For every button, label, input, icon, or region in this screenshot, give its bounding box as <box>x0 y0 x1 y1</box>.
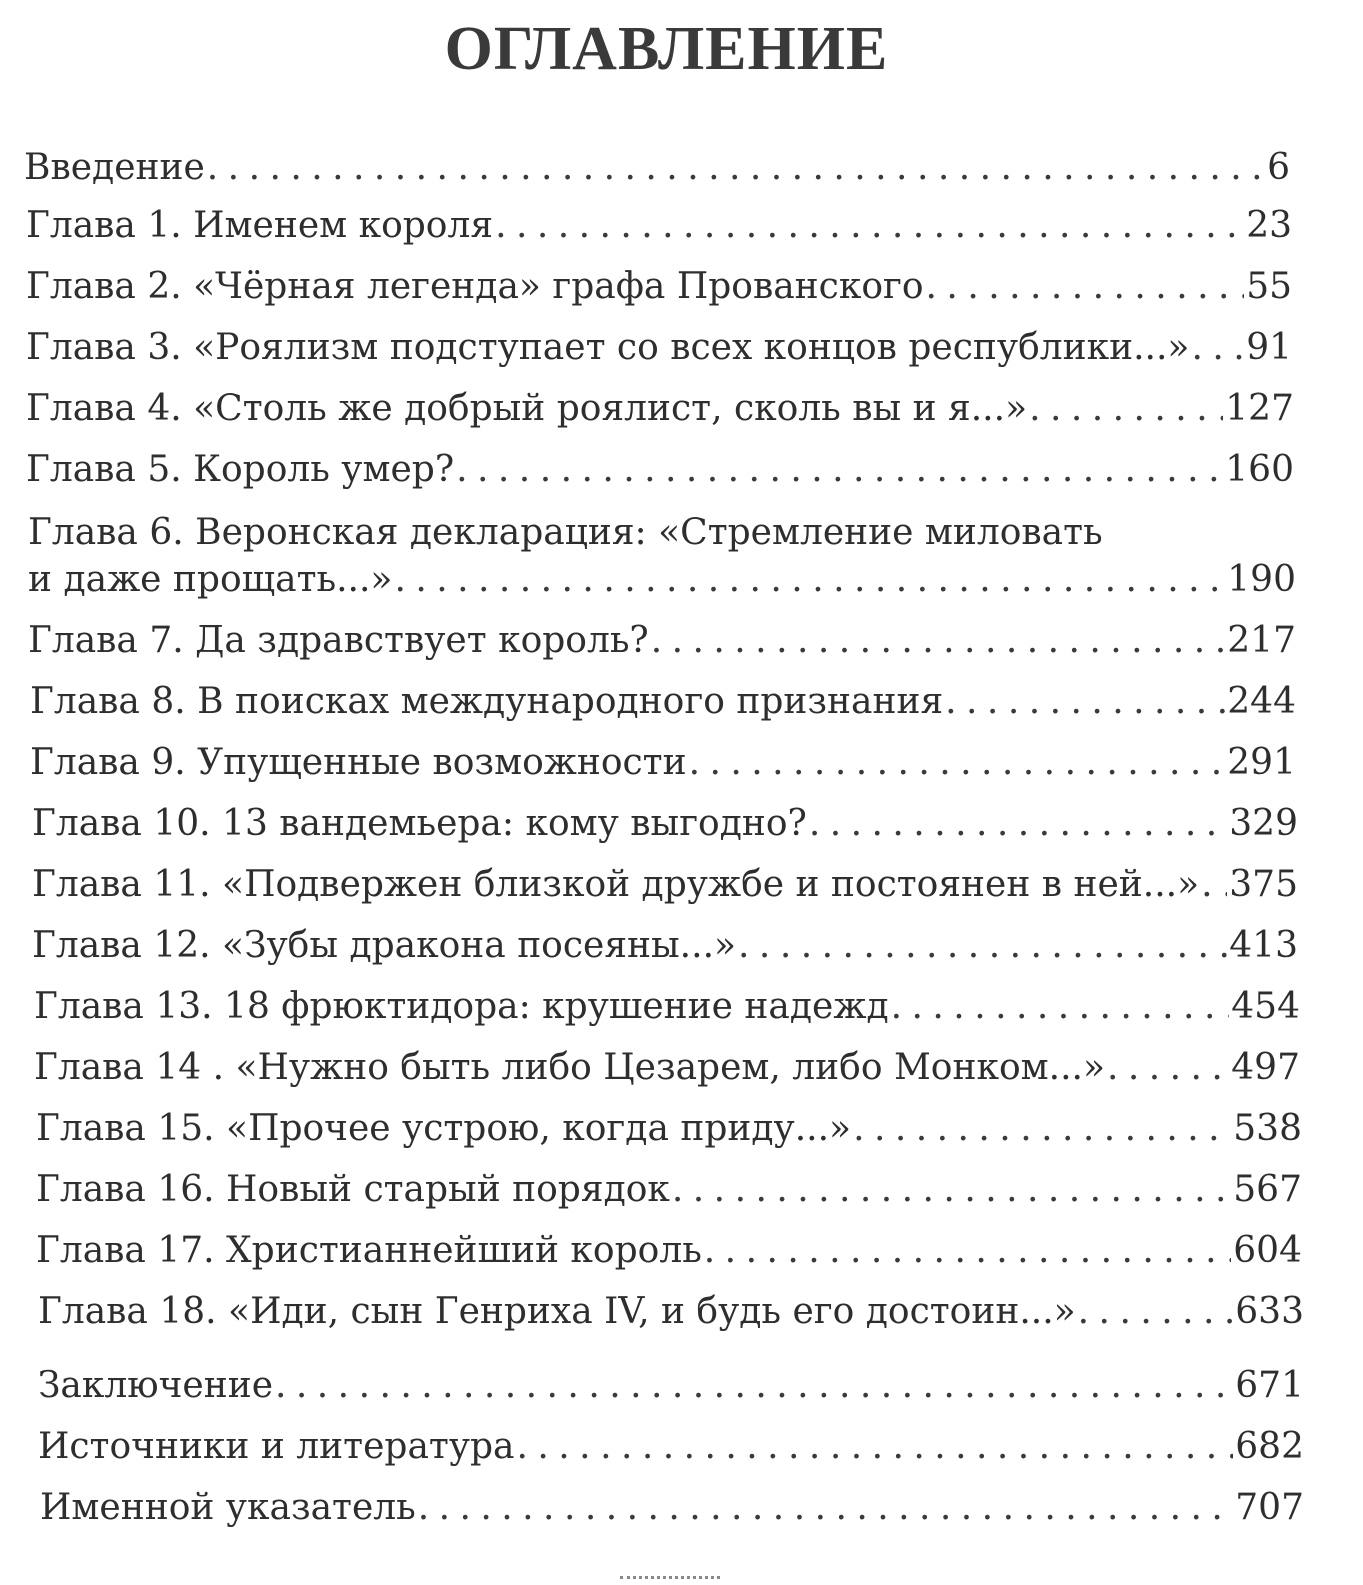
entry-title: Введение <box>24 147 205 188</box>
entry-title: Заключение <box>38 1365 274 1406</box>
toc-entry <box>26 388 1294 441</box>
entry-title-line1: Глава 6. Веронская декларация: «Стремление миловать <box>28 512 1103 553</box>
dot-leader <box>672 1172 1231 1208</box>
entry-page-number: 671 <box>1235 1365 1304 1406</box>
dot-leader <box>275 1368 1233 1404</box>
entry-page-number: 497 <box>1231 1047 1300 1088</box>
toc-entry <box>34 986 1300 1039</box>
entry-title: Глава 14 . «Нужно быть либо Цезарем, либо Монком...» <box>34 1047 1105 1088</box>
dot-leader <box>704 1233 1231 1269</box>
toc-entry <box>26 449 1294 502</box>
entry-page-number: 538 <box>1233 1108 1302 1149</box>
dot-leader <box>1201 867 1227 903</box>
toc-entry <box>30 681 1296 734</box>
entry-title: и даже прощать...» <box>28 559 393 600</box>
entry-page-number: 329 <box>1229 803 1298 844</box>
toc-entry <box>26 266 1292 319</box>
toc-entry <box>40 1487 1304 1540</box>
dot-leader <box>738 928 1227 964</box>
entry-page-number: 707 <box>1235 1487 1304 1528</box>
entry-title: Глава 17. Христианнейший король <box>36 1230 702 1271</box>
dot-leader <box>853 1111 1231 1147</box>
toc-entry <box>32 925 1298 978</box>
entry-page-number: 375 <box>1229 864 1298 905</box>
entry-title: Глава 5. Король умер? <box>26 449 455 490</box>
entry-page-number: 190 <box>1227 559 1296 600</box>
toc-entry <box>30 742 1296 795</box>
dot-leader <box>1078 1294 1234 1330</box>
toc-entry <box>28 559 1296 612</box>
entry-title: Глава 18. «Иди, сын Генриха IV, и будь его достоин...» <box>38 1291 1076 1332</box>
page-bottom-ornament <box>620 1576 720 1582</box>
toc-entry <box>32 803 1298 856</box>
dot-leader <box>495 208 1244 244</box>
entry-page-number: 127 <box>1225 388 1294 429</box>
toc-entry <box>38 1365 1304 1418</box>
entry-title: Глава 1. Именем короля <box>26 205 494 246</box>
dot-leader <box>517 1429 1234 1465</box>
entry-title: Источники и литература <box>38 1426 515 1467</box>
entry-page-number: 244 <box>1227 681 1296 722</box>
entry-page-number: 23 <box>1246 205 1292 246</box>
entry-title: Именной указатель <box>40 1487 416 1528</box>
toc-entry <box>36 1108 1302 1161</box>
entry-title: Глава 12. «Зубы дракона посеяны...» <box>32 925 737 966</box>
toc-entry <box>28 620 1296 673</box>
entry-page-number: 291 <box>1227 742 1296 783</box>
entry-page-number: 633 <box>1235 1291 1304 1332</box>
entry-page-number: 6 <box>1267 147 1290 188</box>
dot-leader <box>207 150 1265 186</box>
toc-entry <box>32 864 1298 917</box>
page-title: ОГЛАВЛЕНИЕ <box>444 15 889 83</box>
entry-page-number: 454 <box>1231 986 1300 1027</box>
toc-entry <box>38 1291 1304 1344</box>
entry-page-number: 682 <box>1235 1426 1304 1467</box>
dot-leader <box>809 806 1227 842</box>
entry-title: Глава 15. «Прочее устрою, когда приду...» <box>36 1108 852 1149</box>
entry-page-number: 91 <box>1246 327 1292 368</box>
toc-entry <box>38 1426 1304 1479</box>
entry-title: Глава 3. «Роялизм подступает со всех концов республики...» <box>26 327 1190 368</box>
dot-leader <box>945 684 1225 720</box>
entry-title: Глава 16. Новый старый порядок <box>36 1169 670 1210</box>
entry-title: Глава 8. В поисках международного признания <box>30 681 944 722</box>
entry-title: Глава 2. «Чёрная легенда» графа Прованского <box>26 266 924 307</box>
entry-title: Глава 4. «Столь же добрый роялист, сколь вы и я...» <box>26 388 1028 429</box>
toc-entry <box>36 1230 1302 1283</box>
toc-entry <box>36 1169 1302 1222</box>
entry-title: Глава 9. Упущенные возможности <box>30 742 687 783</box>
entry-page-number: 567 <box>1233 1169 1302 1210</box>
entry-page-number: 217 <box>1227 620 1296 661</box>
entry-title: Глава 7. Да здравствует король? <box>28 620 649 661</box>
dot-leader <box>689 745 1226 781</box>
toc-entry <box>26 327 1292 380</box>
dot-leader <box>394 562 1225 598</box>
dot-leader <box>926 269 1245 305</box>
entry-page-number: 413 <box>1229 925 1298 966</box>
dot-leader <box>1191 330 1244 366</box>
entry-page-number: 604 <box>1233 1230 1302 1271</box>
dot-leader <box>651 623 1226 659</box>
toc-entry <box>24 147 1290 200</box>
entry-title: Глава 11. «Подвержен близкой дружбе и постоянен в ней...» <box>32 864 1200 905</box>
dot-leader <box>418 1490 1234 1526</box>
toc-entry <box>26 205 1292 258</box>
entry-title: Глава 13. 18 фрюктидора: крушение надежд <box>34 986 889 1027</box>
dot-leader <box>1107 1050 1229 1086</box>
entry-page-number: 55 <box>1246 266 1292 307</box>
toc-entry <box>34 1047 1300 1100</box>
entry-page-number: 160 <box>1225 449 1294 490</box>
entry-title: Глава 10. 13 вандемьера: кому выгодно? <box>32 803 807 844</box>
dot-leader <box>891 989 1230 1025</box>
dot-leader <box>1029 391 1223 427</box>
dot-leader <box>456 452 1223 488</box>
